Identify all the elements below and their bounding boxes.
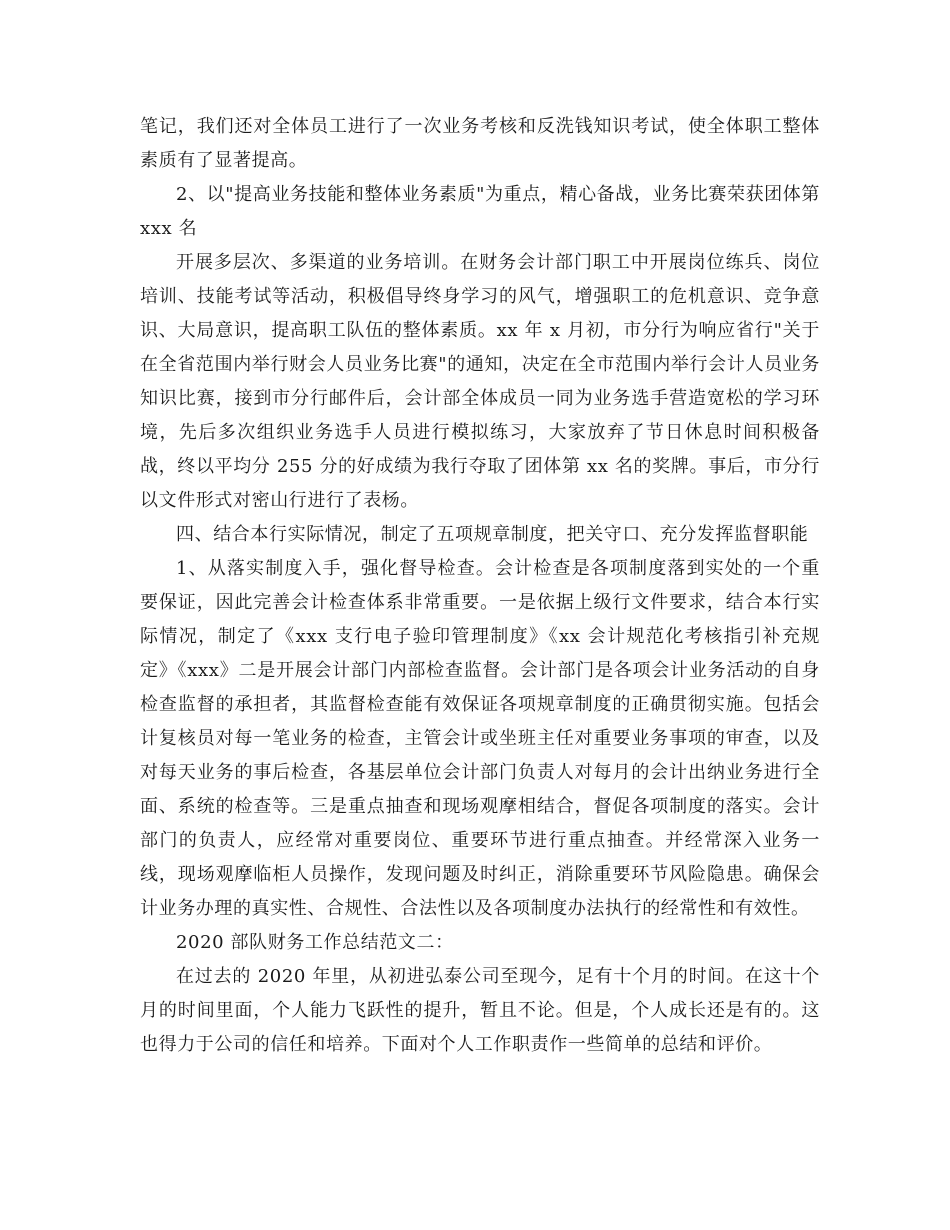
paragraph-5: 1、从落实制度入手，强化督导检查。会计检查是各项制度落到实处的一个重要保证，因此完善会计检查体系非常重要。一是依据上级行文件要求，结合本行实际情况，制定了《xxx 支行电子验印管理制度》《xx 会计规范化考核指引补充规定》《xxx》二是开展会计部门内部检查监督。会计部门是各项会计业务活动的自身检查监督的承担者，其监督检查能有效保证各项规章制度的正确贯彻实施。包括会计复核员对每一笔业务的检查，主管会计或坐班主任对重要业务事项的审查，以及对每天业务的事后检查，各基层单位会计部门负责人对每月的会计出纳业务进行全面、系统的检查等。三是重点抽查和现场观摩相结合，督促各项制度的落实。会计部门的负责人，应经常对重要岗位、重要环节进行重点抽查。并经常深入业务一线，现场观摩临柜人员操作，发现问题及时纠正，消除重要环节风险隐患。确保会计业务办理的真实性、合规性、合法性以及各项制度办法执行的经常性和有效性。 (140, 558, 821, 919)
paragraph-3: 开展多层次、多渠道的业务培训。在财务会计部门职工中开展岗位练兵、岗位培训、技能考试等活动，积极倡导终身学习的风气，增强职工的危机意识、竞争意识、大局意识，提高职工队伍的整体素质。xx 年 x 月初，市分行为响应省行"关于在全省范围内举行财会人员业务比赛"的通知，决定在全市范围内举行会计人员业务知识比赛，接到市分行邮件后，会计部全体成员一同为业务选手营造宽松的学习环境，先后多次组织业务选手人员进行模拟练习，大家放弃了节日休息时间积极备战，终以平均分 255 分的好成绩为我行夺取了团体第 xx 名的奖牌。事后，市分行以文件形式对密山行进行了表杨。 (140, 252, 820, 511)
document-body (140, 110, 820, 1062)
paragraph-2: 2、以"提高业务技能和整体业务素质"为重点，精心备战，业务比赛荣获团体第 xxx 名 (140, 184, 820, 239)
paragraph-7: 在过去的 2020 年里，从初进弘泰公司至现今，足有十个月的时间。在这十个月的时间里面，个人能力飞跃性的提升，暂且不论。但是，个人成长还是有的。这也得力于公司的信任和培养。下面对个人工作职责作一些简单的总结和评价。 (140, 966, 820, 1055)
paragraph-4: 四、结合本行实际情况，制定了五项规章制度，把关守口、充分发挥监督职能 (176, 524, 809, 545)
paragraph-1: 笔记，我们还对全体员工进行了一次业务考核和反洗钱知识考试，使全体职工整体素质有了显著提高。 (140, 116, 820, 171)
paragraph-6: 2020 部队财务工作总结范文二： (176, 932, 454, 953)
